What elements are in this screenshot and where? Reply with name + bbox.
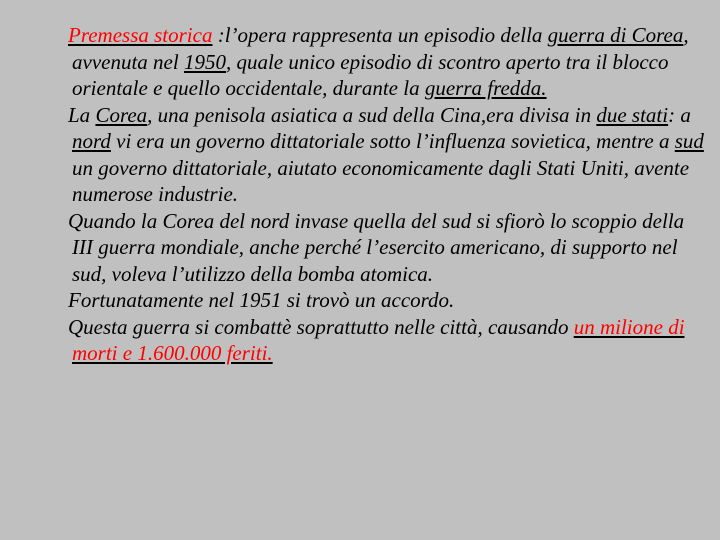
underlined-nord: nord [72,129,111,153]
paragraph-casualties [68,314,708,367]
underlined-guerra-fredda: guerra fredda. [424,76,547,100]
paragraph-historical-premise [68,22,708,102]
paragraph-korea-division [68,102,708,208]
heading-premessa-storica: Premessa storica [68,23,213,47]
text-segment: , avvenuta nel [72,23,689,74]
text-segment: La [68,102,96,127]
text-segment: vi era un governo dittatoriale sotto l’influenza sovietica, mentre a [110,129,675,153]
underlined-corea: Corea [95,102,148,127]
underlined-sud: sud [674,129,704,153]
text-segment: Questa guerra si combattè soprattutto nelle città, causando [68,314,574,339]
underlined-year-1950: 1950 [183,49,226,74]
text-segment: : a [668,102,691,127]
text-segment: , una penisola asiatica a sud della Cina,era divisa in [147,102,597,127]
text-segment: , quale unico episodio di scontro aperto tra il blocco orientale e quello occidentale, durante la [72,49,669,100]
underlined-guerra-di-corea: guerra di Corea [547,23,684,47]
text-segment: un governo dittatoriale, aiutato economicamente dagli Stati Uniti, avente numerose industrie. [72,155,690,206]
casualties-highlight: un milione di morti e 1.600.000 feriti. [72,314,685,365]
paragraph-invasion: Quando la Corea del nord invase quella del sud si sfiorò lo scoppio della III guerra mondiale, anche perché l’esercito americano, di supporto nel sud, voleva l’utilizzo della bomba atomica. [68,208,685,286]
text-segment: :l’opera rappresenta un episodio della [212,23,548,47]
paragraph-agreement: Fortunatamente nel 1951 si trovò un accordo. [68,288,455,312]
text-body [68,22,708,367]
underlined-due-stati: due stati [596,102,669,127]
